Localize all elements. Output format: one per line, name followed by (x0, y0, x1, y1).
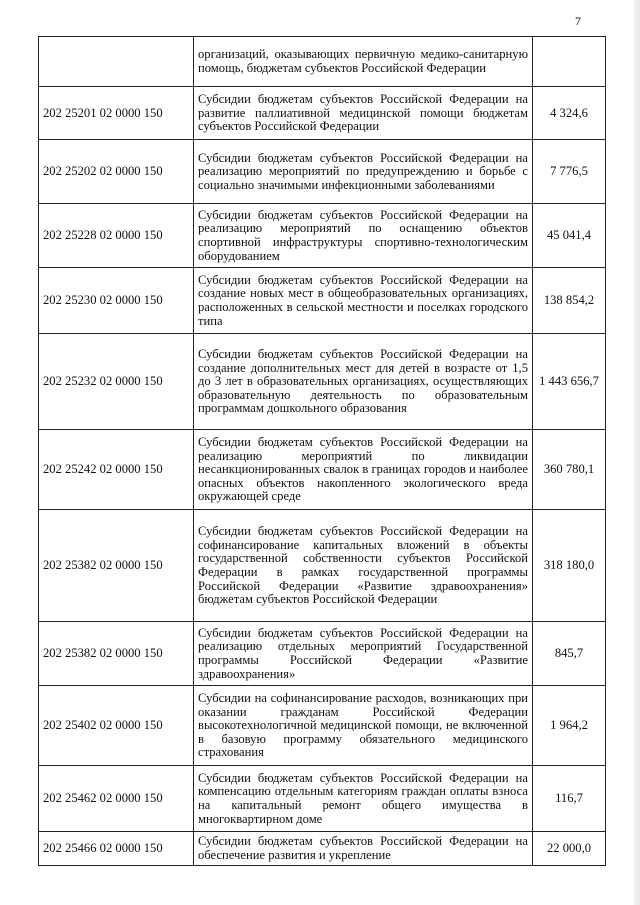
description-cell: Субсидии на софинансирование расходов, возникающих при оказании гражданам Российской Федерации высокотехнологичной медицинской помощи, не включенной в базовую программу обязательного медицинского страхования (194, 686, 533, 766)
table-row (39, 87, 606, 140)
table-row (39, 268, 606, 334)
budget-code-cell: 202 25466 02 0000 150 (39, 832, 194, 866)
table-row (39, 37, 606, 87)
budget-code-cell: 202 25228 02 0000 150 (39, 204, 194, 268)
budget-code-cell: 202 25230 02 0000 150 (39, 268, 194, 334)
table-row (39, 766, 606, 832)
description-cell: Субсидии бюджетам субъектов Российской Федерации на реализацию мероприятий по предупреждению и борьбе с социально значимыми инфекционными заболеваниями (194, 140, 533, 204)
budget-code-cell: 202 25202 02 0000 150 (39, 140, 194, 204)
amount-cell: 845,7 (533, 622, 606, 686)
budget-code-cell: 202 25462 02 0000 150 (39, 766, 194, 832)
amount-cell: 318 180,0 (533, 510, 606, 622)
description-cell: Субсидии бюджетам субъектов Российской Федерации на реализацию отдельных мероприятий Государственной программы Российской Федерации «Развитие здравоохранения» (194, 622, 533, 686)
budget-code-cell (39, 37, 194, 87)
table-row (39, 622, 606, 686)
amount-cell: 1 964,2 (533, 686, 606, 766)
table-row (39, 334, 606, 430)
budget-code-cell: 202 25232 02 0000 150 (39, 334, 194, 430)
description-cell: организаций, оказывающих первичную медико-санитарную помощь, бюджетам субъектов Российской Федерации (194, 37, 533, 87)
amount-cell: 7 776,5 (533, 140, 606, 204)
budget-code-cell: 202 25201 02 0000 150 (39, 87, 194, 140)
amount-cell: 1 443 656,7 (533, 334, 606, 430)
amount-cell: 138 854,2 (533, 268, 606, 334)
budget-revenue-table (38, 36, 606, 866)
amount-cell (533, 37, 606, 87)
budget-code-cell: 202 25242 02 0000 150 (39, 430, 194, 510)
table-row (39, 510, 606, 622)
description-cell: Субсидии бюджетам субъектов Российской Федерации на софинансирование капитальных вложений в объекты государственной собственности субъектов Российской Федерации в рамках государственной программы Российской Федерации «Развитие здравоохранения» бюджетам субъектов Российской Федерации (194, 510, 533, 622)
table-row (39, 686, 606, 766)
table-row (39, 430, 606, 510)
amount-cell: 4 324,6 (533, 87, 606, 140)
table-row (39, 140, 606, 204)
amount-cell: 22 000,0 (533, 832, 606, 866)
budget-code-cell: 202 25382 02 0000 150 (39, 510, 194, 622)
amount-cell: 360 780,1 (533, 430, 606, 510)
description-cell: Субсидии бюджетам субъектов Российской Федерации на реализацию мероприятий по ликвидации несанкционированных свалок в границах городов и наиболее опасных объектов накопленного экологического вреда окружающей среде (194, 430, 533, 510)
description-cell: Субсидии бюджетам субъектов Российской Федерации на создание новых мест в общеобразовательных организациях, расположенных в сельской местности и поселках городского типа (194, 268, 533, 334)
description-cell: Субсидии бюджетам субъектов Российской Федерации на реализацию мероприятий по оснащению объектов спортивной инфраструктуры спортивно-технологическим оборудованием (194, 204, 533, 268)
amount-cell: 116,7 (533, 766, 606, 832)
description-cell: Субсидии бюджетам субъектов Российской Федерации на создание дополнительных мест для детей в возрасте от 1,5 до 3 лет в образовательных организациях, осуществляющих образовательную деятельность по образовательным программам дошкольного образования (194, 334, 533, 430)
budget-code-cell: 202 25402 02 0000 150 (39, 686, 194, 766)
budget-code-cell: 202 25382 02 0000 150 (39, 622, 194, 686)
table-row (39, 832, 606, 866)
page-edge-shadow (634, 0, 640, 905)
table-row (39, 204, 606, 268)
description-cell: Субсидии бюджетам субъектов Российской Федерации на компенсацию отдельным категориям граждан оплаты взноса на капитальный ремонт общего имущества в многоквартирном доме (194, 766, 533, 832)
page-number: 7 (575, 14, 581, 28)
amount-cell: 45 041,4 (533, 204, 606, 268)
description-cell: Субсидии бюджетам субъектов Российской Федерации на развитие паллиативной медицинской помощи бюджетам субъектов Российской Федерации (194, 87, 533, 140)
description-cell: Субсидии бюджетам субъектов Российской Федерации на обеспечение развития и укрепление (194, 832, 533, 866)
